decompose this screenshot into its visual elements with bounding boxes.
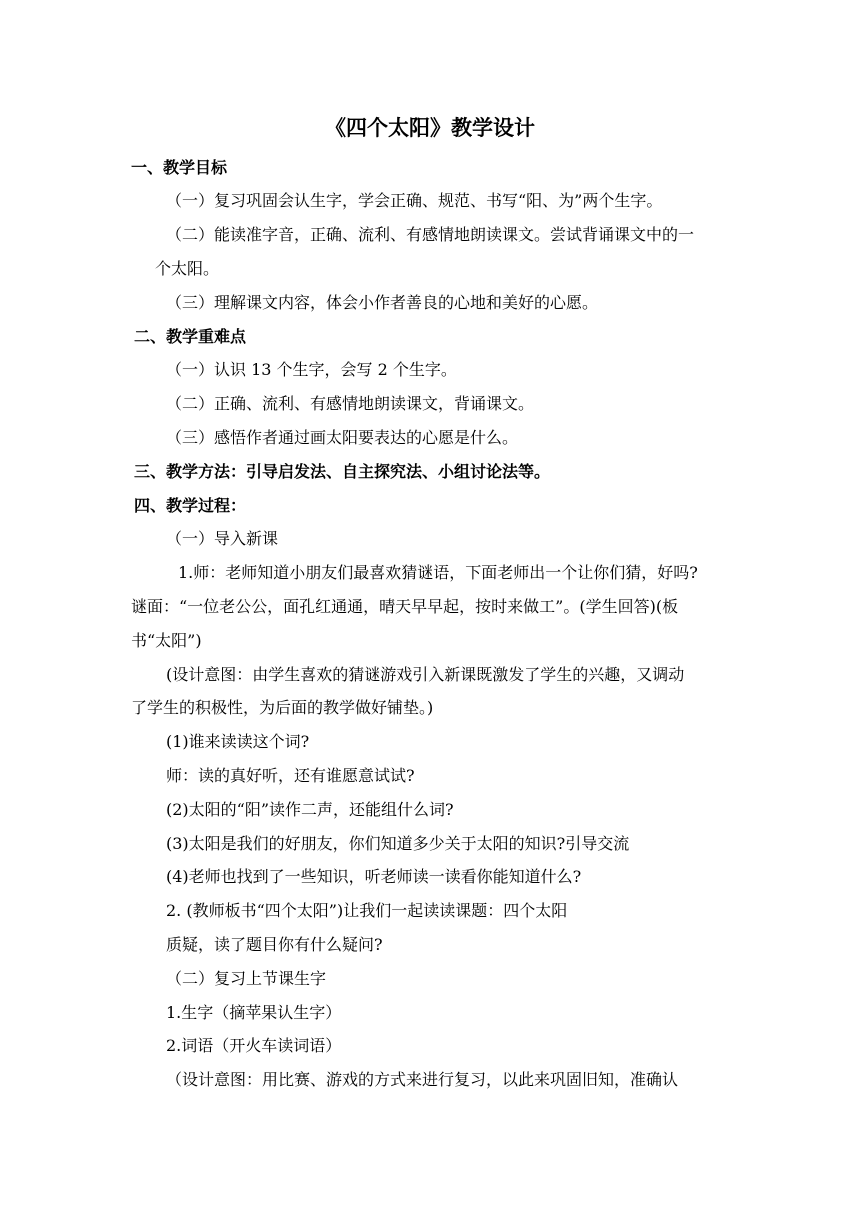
design-intent-line: （设计意图：用比赛、游戏的方式来进行复习，以此来巩固旧知，准确认 [166, 1070, 679, 1089]
paragraph-line: 书“太阳”) [131, 631, 202, 650]
paragraph-line: 质疑，读了题目你有什么疑问? [166, 935, 383, 954]
design-intent-line: 了学生的积极性，为后面的教学做好铺垫。) [131, 698, 434, 717]
section-heading-methods: 三、教学方法：引导启发法、自主探究法、小组讨论法等。 [134, 462, 551, 481]
paragraph-line: （三）感悟作者通过画太阳要表达的心愿是什么。 [166, 428, 519, 447]
paragraph-line: 个太阳。 [155, 259, 220, 278]
paragraph-line: （一）认识 13 个生字，会写 2 个生字。 [166, 360, 457, 379]
list-item: (4)老师也找到了一些知识，听老师读一读看你能知道什么? [166, 867, 582, 886]
section-heading-process: 四、教学过程： [134, 496, 247, 515]
paragraph-line: （一）复习巩固会认生字，学会正确、规范、书写“阳、为”两个生字。 [166, 191, 663, 210]
section-heading-objectives: 一、教学目标 [131, 158, 228, 177]
paragraph-line: （二）能读准字音，正确、流利、有感情地朗读课文。尝试背诵课文中的一 [166, 225, 695, 244]
subsection-heading: （一）导入新课 [166, 529, 279, 548]
list-item: 1.生字（摘苹果认生字） [166, 1003, 342, 1022]
paragraph-line: （三）理解课文内容，体会小作者善良的心地和美好的心愿。 [166, 293, 599, 312]
paragraph-line: 师：读的真好听，还有谁愿意试试? [166, 766, 415, 785]
paragraph-line: （二）正确、流利、有感情地朗读课文，背诵课文。 [166, 394, 535, 413]
list-item: 2. (教师板书“四个太阳”)让我们一起读读课题：四个太阳 [166, 901, 568, 920]
section-heading-key-points: 二、教学重难点 [134, 327, 247, 346]
paragraph-line: 1.师：老师知道小朋友们最喜欢猜谜语，下面老师出一个让你们猜，好吗? [178, 563, 698, 582]
list-item: (1)谁来读读这个词? [166, 732, 310, 751]
design-intent-line: (设计意图：由学生喜欢的猜谜游戏引入新课既激发了学生的兴趣，又调动 [166, 665, 685, 684]
paragraph-line: 谜面：“一位老公公，面孔红通通，晴天早早起，按时来做工”。(学生回答)(板 [131, 597, 679, 616]
subsection-heading: （二）复习上节课生字 [166, 969, 327, 988]
document-title: 《四个太阳》教学设计 [325, 115, 535, 140]
list-item: (2)太阳的“阳”读作二声，还能组什么词? [166, 800, 454, 819]
list-item: (3)太阳是我们的好朋友，你们知道多少关于太阳的知识?引导交流 [166, 834, 630, 853]
list-item: 2.词语（开火车读词语） [166, 1036, 342, 1055]
